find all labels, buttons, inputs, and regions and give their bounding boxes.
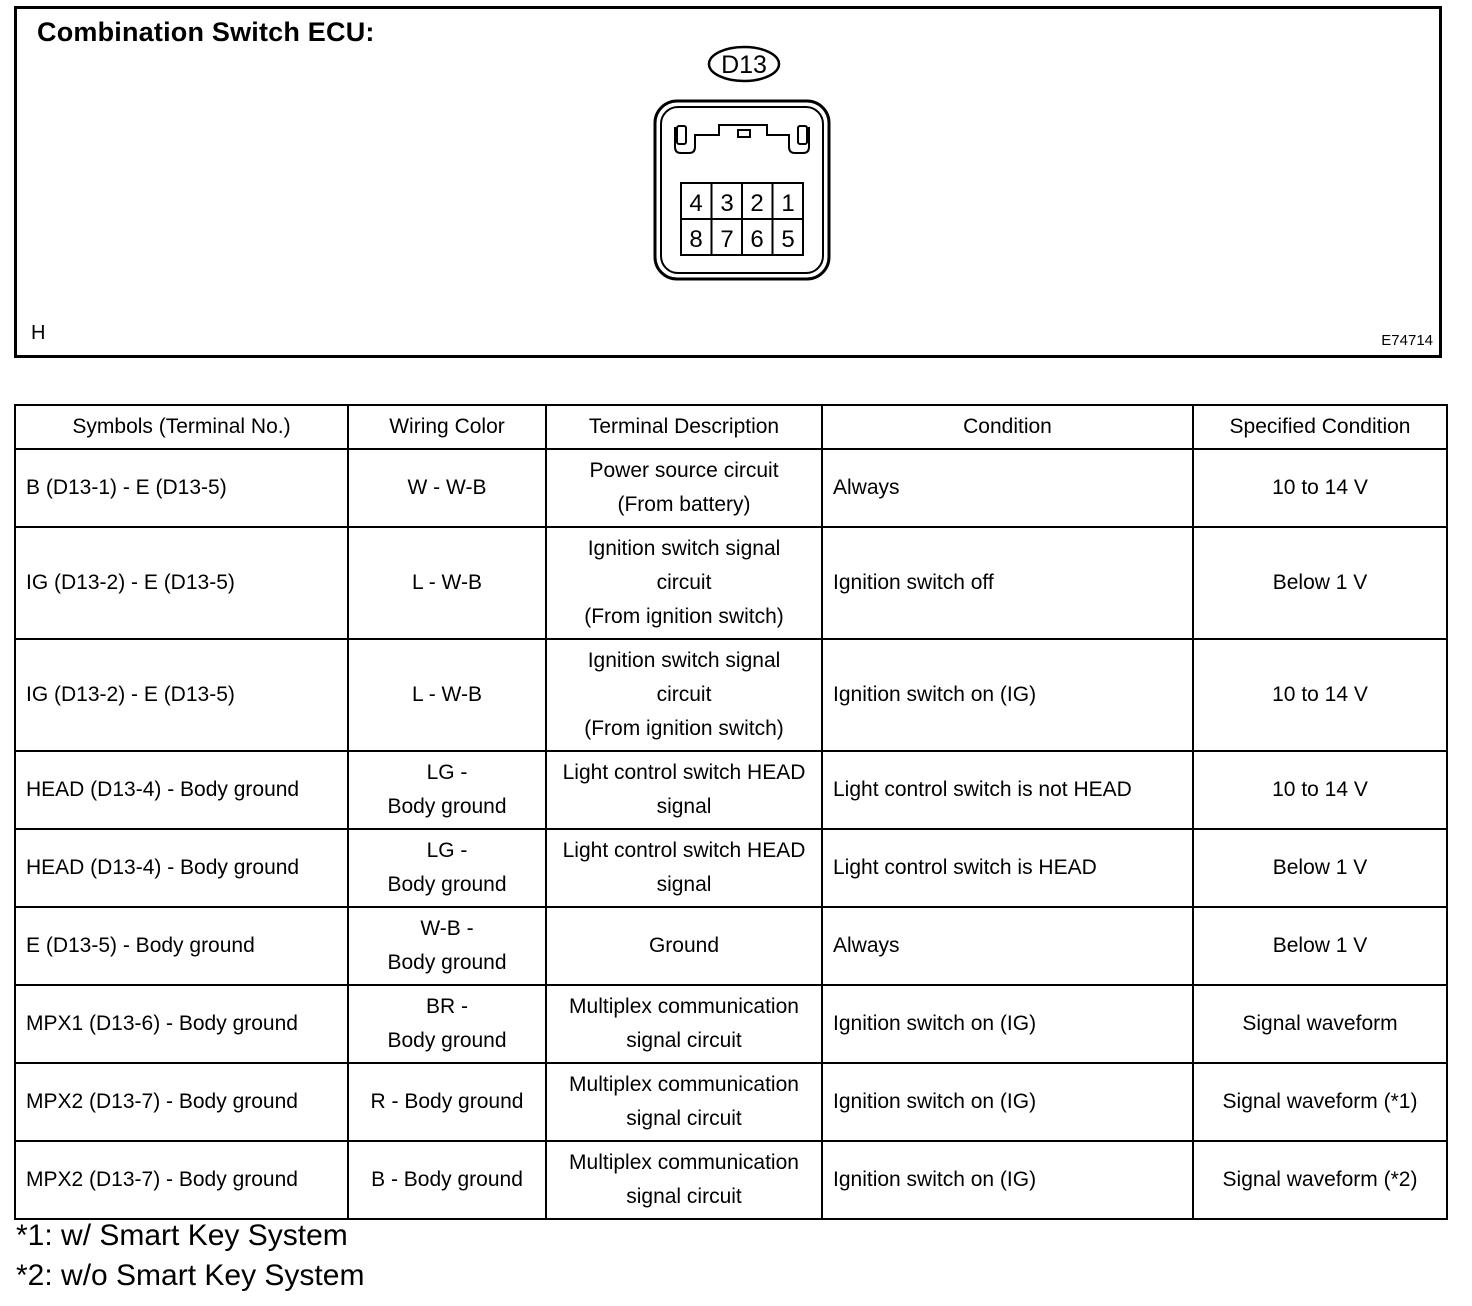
footnote: *1: w/ Smart Key System xyxy=(16,1219,348,1252)
cell-wiring-color-line: L - W-B xyxy=(411,683,482,706)
cell-terminal-description xyxy=(546,907,822,985)
cell-terminal-description-line: signal xyxy=(656,873,712,896)
cell-terminal-description-line: (From ignition switch) xyxy=(584,605,784,628)
cell-condition: Light control switch is not HEAD xyxy=(822,751,1193,829)
cell-symbols: HEAD (D13-4) - Body ground xyxy=(15,751,348,829)
pin-label: 6 xyxy=(750,226,764,253)
cell-symbols: IG (D13-2) - E (D13-5) xyxy=(15,639,348,751)
cell-condition: Always xyxy=(822,449,1193,527)
cell-terminal-description xyxy=(546,751,822,829)
header-symbols: Symbols (Terminal No.) xyxy=(15,405,348,449)
pin-label: 4 xyxy=(689,190,703,217)
header-condition: Condition xyxy=(822,405,1193,449)
cell-wiring-color-line: W - W-B xyxy=(407,476,487,499)
cell-wiring-color-line: Body ground xyxy=(387,951,507,974)
cell-wiring-color-line: Body ground xyxy=(387,873,507,896)
cell-terminal-description-line: (From ignition switch) xyxy=(584,717,784,740)
cell-condition: Ignition switch on (IG) xyxy=(822,1063,1193,1141)
header-terminal-description: Terminal Description xyxy=(546,405,822,449)
connector-id-label: D13 xyxy=(721,51,767,79)
table-row xyxy=(15,639,1447,751)
cell-condition: Ignition switch on (IG) xyxy=(822,1141,1193,1219)
cell-wiring-color-line: L - W-B xyxy=(411,571,482,594)
cell-terminal-description-line: (From battery) xyxy=(617,493,751,516)
table-row xyxy=(15,907,1447,985)
table-row xyxy=(15,1063,1447,1141)
connector-lock-notch xyxy=(738,130,750,137)
cell-specified-condition: Below 1 V xyxy=(1193,829,1447,907)
cell-terminal-description-line: Multiplex communication xyxy=(569,1151,799,1174)
cell-wiring-color xyxy=(348,751,546,829)
cell-condition: Ignition switch on (IG) xyxy=(822,639,1193,751)
cell-condition: Always xyxy=(822,907,1193,985)
cell-terminal-description xyxy=(546,527,822,639)
cell-terminal-description-line: Power source circuit xyxy=(589,459,779,482)
cell-terminal-description-line: Multiplex communication xyxy=(569,995,799,1018)
cell-wiring-color xyxy=(348,907,546,985)
table-body xyxy=(15,449,1447,1219)
terminal-inspection-table xyxy=(14,404,1448,1220)
cell-symbols: HEAD (D13-4) - Body ground xyxy=(15,829,348,907)
cell-terminal-description xyxy=(546,639,822,751)
cell-wiring-color xyxy=(348,1141,546,1219)
cell-wiring-color-line: Body ground xyxy=(387,1029,507,1052)
cell-terminal-description xyxy=(546,1141,822,1219)
table-row xyxy=(15,985,1447,1063)
footnotes xyxy=(16,1216,364,1296)
pin-label: 5 xyxy=(781,226,795,253)
cell-wiring-color xyxy=(348,639,546,751)
cell-wiring-color-line: B - Body ground xyxy=(371,1168,523,1191)
connector-d13-illustration xyxy=(627,39,827,289)
cell-terminal-description-line: Light control switch HEAD xyxy=(562,839,806,862)
connector-left-guide xyxy=(677,126,686,144)
cell-wiring-color xyxy=(348,829,546,907)
cell-terminal-description xyxy=(546,1063,822,1141)
cell-condition: Ignition switch on (IG) xyxy=(822,985,1193,1063)
cell-terminal-description xyxy=(546,449,822,527)
cell-terminal-description-line: signal xyxy=(656,795,712,818)
cell-specified-condition: Signal waveform xyxy=(1193,985,1447,1063)
cell-condition: Ignition switch off xyxy=(822,527,1193,639)
cell-wiring-color-line: Body ground xyxy=(387,795,507,818)
cell-specified-condition: Below 1 V xyxy=(1193,907,1447,985)
cell-symbols: MPX2 (D13-7) - Body ground xyxy=(15,1141,348,1219)
cell-wiring-color-line: LG - xyxy=(426,761,468,784)
cell-terminal-description-line: circuit xyxy=(656,571,712,594)
cell-specified-condition: 10 to 14 V xyxy=(1193,449,1447,527)
connector-diagram-panel xyxy=(14,6,1442,358)
cell-terminal-description-line: signal circuit xyxy=(626,1107,742,1130)
cell-terminal-description-line: Multiplex communication xyxy=(569,1073,799,1096)
cell-wiring-color-line: W-B - xyxy=(420,917,474,940)
cell-condition: Light control switch is HEAD xyxy=(822,829,1193,907)
cell-terminal-description-line: Ignition switch signal xyxy=(587,649,781,672)
header-wiring-color: Wiring Color xyxy=(348,405,546,449)
table-row xyxy=(15,449,1447,527)
cell-wiring-color xyxy=(348,527,546,639)
cell-terminal-description-line: signal circuit xyxy=(626,1029,742,1052)
cell-terminal-description xyxy=(546,985,822,1063)
header-specified-condition: Specified Condition xyxy=(1193,405,1447,449)
diagram-corner-letter: H xyxy=(31,322,46,344)
cell-wiring-color xyxy=(348,1063,546,1141)
cell-terminal-description xyxy=(546,829,822,907)
cell-specified-condition: Below 1 V xyxy=(1193,527,1447,639)
pin-label: 3 xyxy=(720,190,734,217)
table-header-row xyxy=(15,405,1447,449)
table-row xyxy=(15,1141,1447,1219)
pin-label: 8 xyxy=(689,226,703,253)
cell-terminal-description-line: circuit xyxy=(656,683,712,706)
footnote: *2: w/o Smart Key System xyxy=(16,1259,365,1292)
cell-symbols: MPX2 (D13-7) - Body ground xyxy=(15,1063,348,1141)
cell-wiring-color-line: LG - xyxy=(426,839,468,862)
table-row xyxy=(15,829,1447,907)
cell-specified-condition: 10 to 14 V xyxy=(1193,751,1447,829)
cell-wiring-color-line: R - Body ground xyxy=(370,1090,524,1113)
cell-symbols: E (D13-5) - Body ground xyxy=(15,907,348,985)
cell-symbols: IG (D13-2) - E (D13-5) xyxy=(15,527,348,639)
cell-wiring-color-line: BR - xyxy=(426,995,468,1018)
table-row xyxy=(15,751,1447,829)
figure-code: E74714 xyxy=(1381,332,1433,349)
cell-terminal-description-line: Ground xyxy=(648,934,720,957)
cell-specified-condition: Signal waveform (*1) xyxy=(1193,1063,1447,1141)
diagram-title: Combination Switch ECU: xyxy=(37,17,375,47)
pin-label: 2 xyxy=(750,190,764,217)
cell-symbols: MPX1 (D13-6) - Body ground xyxy=(15,985,348,1063)
cell-terminal-description-line: signal circuit xyxy=(626,1185,742,1208)
connector-right-guide xyxy=(798,126,807,144)
table-row xyxy=(15,527,1447,639)
cell-wiring-color xyxy=(348,985,546,1063)
cell-wiring-color xyxy=(348,449,546,527)
pin-label: 7 xyxy=(720,226,734,253)
pin-label: 1 xyxy=(781,190,795,217)
cell-specified-condition: Signal waveform (*2) xyxy=(1193,1141,1447,1219)
cell-symbols: B (D13-1) - E (D13-5) xyxy=(15,449,348,527)
cell-terminal-description-line: Ignition switch signal xyxy=(587,537,781,560)
cell-specified-condition: 10 to 14 V xyxy=(1193,639,1447,751)
cell-terminal-description-line: Light control switch HEAD xyxy=(562,761,806,784)
